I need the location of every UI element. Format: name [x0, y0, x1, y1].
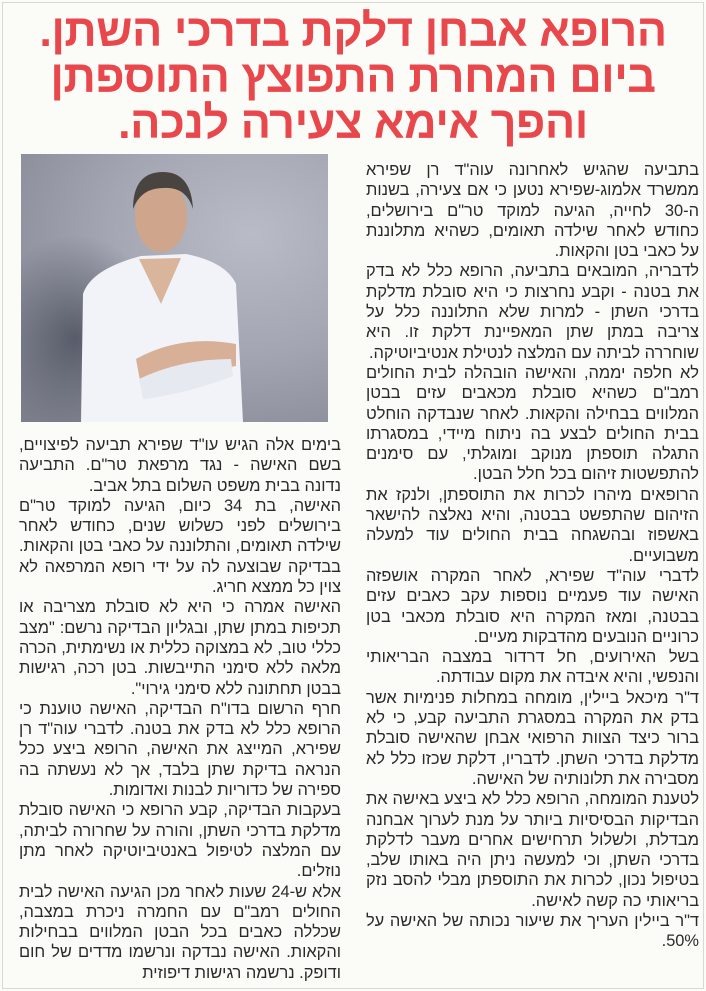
- paragraph: הרופאים מיהרו לכרות את התוספתן, ולנקז את הזיהום שהתפשט בבטנה, והיא נאלצה להישאר באשפוז ובהשגחה בבית החולים עוד למעלה משבועיים.: [366, 485, 699, 565]
- headline-line-1: הרופא אבחן דלקת בדרכי השתן.: [39, 5, 667, 56]
- paragraph: ד"ר ביילין העריך את שיעור נכותה של האישה על 50%.: [366, 911, 699, 951]
- paragraph: לדברי עוה"ד שפירא, לאחר המקרה אושפזה האישה עוד פעמיים נוספות עקב כאבים עזים בבטנה, ומאז המקרה היא סובלת מכאבי בטן כרוניים הנובעים מהדבקות מעיים.: [366, 566, 699, 646]
- paragraph: האישה, בת 34 כיום, הגיעה למוקד טר"ם בירושלים לפני כשלוש שנים, כחודש לאחר שילדה תאומים, והתלוננה על כאבי בטן והקאות. בבדיקה שבוצעה לה על ידי רופא המרפאה לא צוין כל ממצא חריג.: [19, 496, 341, 597]
- paragraph: האישה אמרה כי היא לא סובלת מצריבה או תכיפות במתן שתן, ובגליון הבדיקה נרשם: "מצב כללי טוב, לא במצוקה כללית או נשימתית, הכרה מלאה ללא סימני התייבשות. בטן רכה, רגישות בבטן תחתונה ללא סימני גירוי".: [19, 598, 341, 698]
- paragraph: חרף הרשום בדו"ח הבדיקה, האישה טוענת כי הרופא כלל לא בדק את בטנה. לדברי עוה"ד רן שפירא, המייצג את האישה, הרופא ביצע ככל הנראה בדיקת שתן בלבד, אך לא נעשתה בה ספירה של כדוריות לבנות ואדומות.: [19, 699, 341, 800]
- paragraph: לטענת המומחה, הרופא כלל לא ביצע באישה את הבדיקות הבסיסיות ביותר על מנת לערוך אבחנה מבדלת, ולשלול תרחישים אחרים מעבר לדלקת בדרכי השתן, וכי למעשה ניתן היה באותו שלב, בטיפול נכון, לכרות את התוספתן מבלי להסב נזק בריאותי כה קשה לאישה.: [366, 790, 699, 910]
- paragraph: בשל האירועים, חל דרדור במצבה הבריאותי והנפשי, והיא איבדה את מקום עבודתה.: [366, 648, 699, 687]
- portrait-photo: [21, 154, 328, 422]
- article-column-right: [366, 160, 699, 952]
- paragraph: בימים אלה הגיש עו"ד שפירא תביעה לפיצויים, בשם האישה - נגד מרפאת טר"ם. התביעה נדונה בבית משפט השלום בתל אביב.: [19, 436, 341, 495]
- headline-line-2: ביום המחרת התפוצץ התוספתן: [50, 51, 656, 102]
- headline-line-3: והפך אימא צעירה לנכה.: [118, 97, 588, 148]
- paragraph: לא חלפה יממה, והאישה הובהלה לבית החולים רמב"ם כשהיא סובלת מכאבים עזים בבטן המלווים בבחילה והקאות. לאחר שנבדקה הוחלט בבית החולים לבצע בה ניתוח מיידי, במסגרתו התגלה תוספתן מנוקב ומוגלתי, עם סימנים להתפשטות זיהום בכל חלל הבטן.: [366, 363, 699, 484]
- paragraph: בתביעה שהגיש לאחרונה עוה"ד רן שפירא ממשרד אלמוג-שפירא נטען כי אם צעירה, בשנות ה-30 לחייה, הגיעה למוקד טר"ם בירושלים, כחודש לאחר שילדה תאומים, כשהיא מתלוננת על כאבי בטן והקאות.: [366, 161, 699, 261]
- paragraph: אלא ש-24 שעות לאחר מכן הגיעה האישה לבית החולים רמב"ם עם החמרה ניכרת במצבה, שכללה כאבים בכל הבטן המלווים בבחילות והקאות. האישה נבדקה ונרשמו מדדים של חום ודופק. נרשמה רגישות דיפוזית: [19, 882, 341, 982]
- headline: [0, 5, 706, 148]
- paragraph: לדבריה, המובאים בתביעה, הרופא כלל לא בדק את בטנה - וקבע נחרצות כי היא סובלת מדלקת בדרכי השתן - למרות שלא התלוננה כלל על צריבה במתן שתן המאפיינת דלקת זו. היא שוחררה לביתה עם המלצה לנטילת אנטיביוטיקה.: [366, 262, 699, 362]
- paragraph: ד"ר מיכאל ביילין, מומחה במחלות פנימיות אשר בדק את המקרה במסגרת התביעה קבע, כי לא ברור כיצד הצוות הרפואי אבחן שהאישה סובלת מדלקת בדרכי השתן. לדבריו, דלקת שכזו כלל לא מסבירה את תלונותיה של האישה.: [366, 688, 699, 788]
- paragraph: בעקבות הבדיקה, קבע הרופא כי האישה סובלת מדלקת בדרכי השתן, והורה על שחרורה לביתה, עם המלצה לטיפול באנטיביוטיקה לאחר מתן נוזלים.: [19, 801, 341, 881]
- portrait-icon: [21, 154, 328, 422]
- article-column-left: [19, 435, 341, 983]
